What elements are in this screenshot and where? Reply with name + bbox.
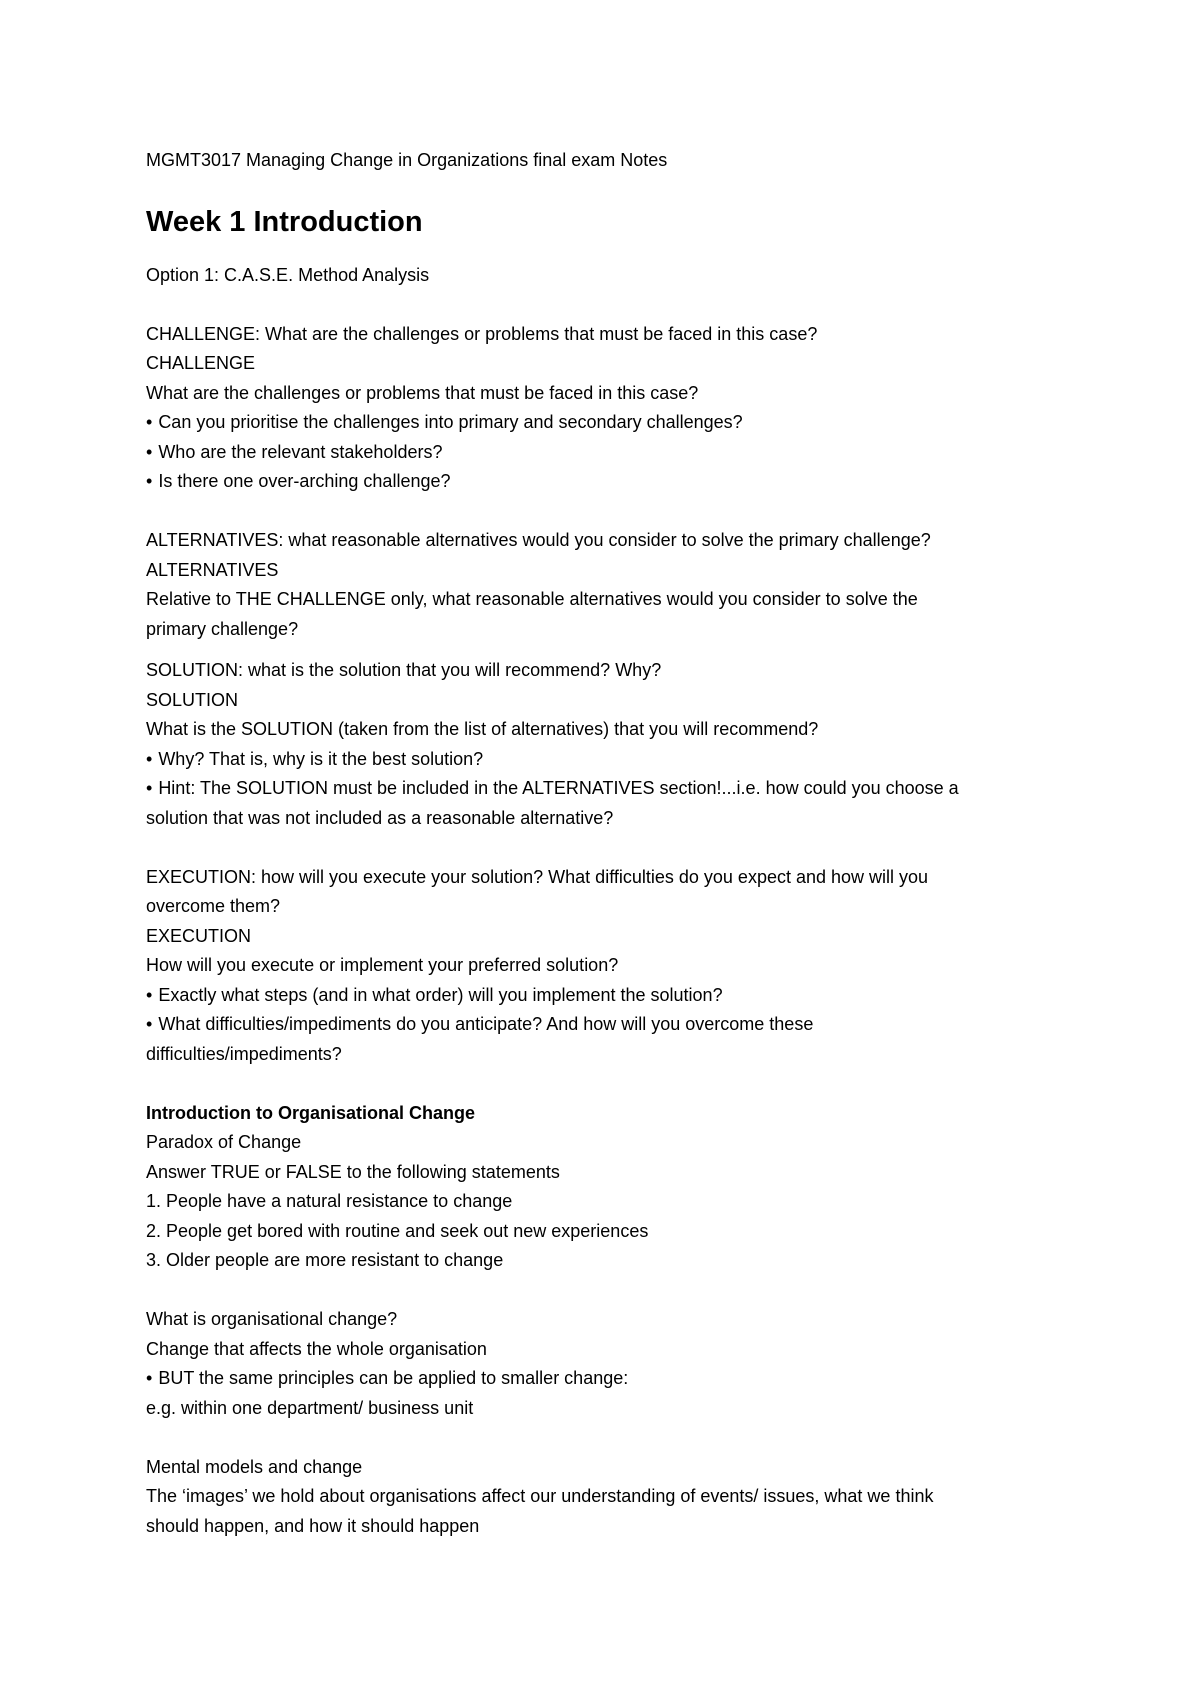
week-heading: Week 1 Introduction [146,205,423,238]
document-title: MGMT3017 Managing Change in Organizations final exam Notes [146,150,668,170]
bullet-text: Can you prioritise the challenges into primary and secondary challenges? [158,412,743,432]
org-change-answer: Change that affects the whole organisation [146,1338,487,1359]
bullet-continuation: difficulties/impediments? [146,1043,342,1064]
spacer [146,290,1066,320]
mental-models-heading: Mental models and change [146,1456,363,1477]
spacer [146,1423,1066,1453]
alternatives-summary: ALTERNATIVES: what reasonable alternatives would you consider to solve the primary challenge? [146,530,931,550]
spacer [146,644,1066,656]
bullet-item [146,745,1066,775]
execution-summary-line2: overcome them? [146,896,281,916]
statement-item: 2. People get bored with routine and seek out new experiences [146,1220,649,1241]
bullet-text: Hint: The SOLUTION must be included in the ALTERNATIVES section!...i.e. how could you choose a [158,778,959,798]
execution-label: EXECUTION [146,925,252,946]
bullet-item [146,438,1066,468]
bullet-item [146,1010,1066,1040]
intro-heading: Introduction to Organisational Change [146,1102,476,1123]
bullet-item [146,467,1066,497]
challenge-summary: CHALLENGE: What are the challenges or problems that must be faced in this case? [146,323,818,344]
bullet-text: What difficulties/impediments do you anticipate? And how will you overcome these [158,1014,814,1034]
bullet-icon: • [146,1368,153,1388]
spacer [146,1276,1066,1306]
org-change-example: e.g. within one department/ business unit [146,1397,474,1418]
challenge-label: CHALLENGE [146,353,256,373]
bullet-item [146,774,1066,804]
execution-section [146,863,1066,1070]
bullet-icon: • [146,1014,153,1034]
execution-question: How will you execute or implement your preferred solution? [146,955,619,975]
org-change-question: What is organisational change? [146,1309,398,1329]
document-page [146,146,1066,1541]
bullet-text: Exactly what steps (and in what order) will you implement the solution? [158,984,723,1005]
challenge-question: What are the challenges or problems that must be faced in this case? [146,382,699,403]
challenge-section [146,320,1066,497]
mental-models-line1: The ‘images’ we hold about organisations affect our understanding of events/ issues, what we think [146,1486,934,1506]
alternatives-label: ALTERNATIVES [146,559,279,580]
statement-item: 3. Older people are more resistant to change [146,1250,504,1270]
bullet-text: Who are the relevant stakeholders? [158,441,443,462]
intro-instruction: Answer TRUE or FALSE to the following statements [146,1161,560,1182]
bullet-item [146,408,1066,438]
org-change-section [146,1305,1066,1423]
execution-summary-line1: EXECUTION: how will you execute your solution? What difficulties do you expect and how will you [146,866,929,887]
bullet-icon: • [146,984,153,1005]
alternatives-question-line1: Relative to THE CHALLENGE only, what reasonable alternatives would you consider to solve the [146,589,918,609]
bullet-icon: • [146,748,153,769]
bullet-icon: • [146,412,153,432]
bullet-icon: • [146,471,153,491]
bullet-text: Is there one over-arching challenge? [158,471,451,491]
bullet-item [146,1364,1066,1394]
solution-question: What is the SOLUTION (taken from the list of alternatives) that you will recommend? [146,719,819,739]
statement-item: 1. People have a natural resistance to change [146,1191,513,1211]
bullet-continuation: solution that was not included as a reasonable alternative? [146,807,614,828]
bullet-icon: • [146,441,153,462]
mental-models-section [146,1453,1066,1542]
spacer [146,1069,1066,1099]
mental-models-line2: should happen, and how it should happen [146,1515,480,1536]
spacer [146,833,1066,863]
option-line: Option 1: C.A.S.E. Method Analysis [146,264,430,285]
solution-summary: SOLUTION: what is the solution that you will recommend? Why? [146,660,662,680]
alternatives-section [146,526,1066,644]
intro-section [146,1099,1066,1276]
solution-label: SOLUTION [146,689,239,710]
bullet-icon: • [146,778,153,798]
intro-subheading: Paradox of Change [146,1132,302,1152]
bullet-text: BUT the same principles can be applied to smaller change: [158,1368,629,1388]
bullet-item [146,981,1066,1011]
spacer [146,497,1066,527]
bullet-text: Why? That is, why is it the best solution? [158,748,484,769]
alternatives-question-line2: primary challenge? [146,618,299,639]
solution-section [146,656,1066,833]
